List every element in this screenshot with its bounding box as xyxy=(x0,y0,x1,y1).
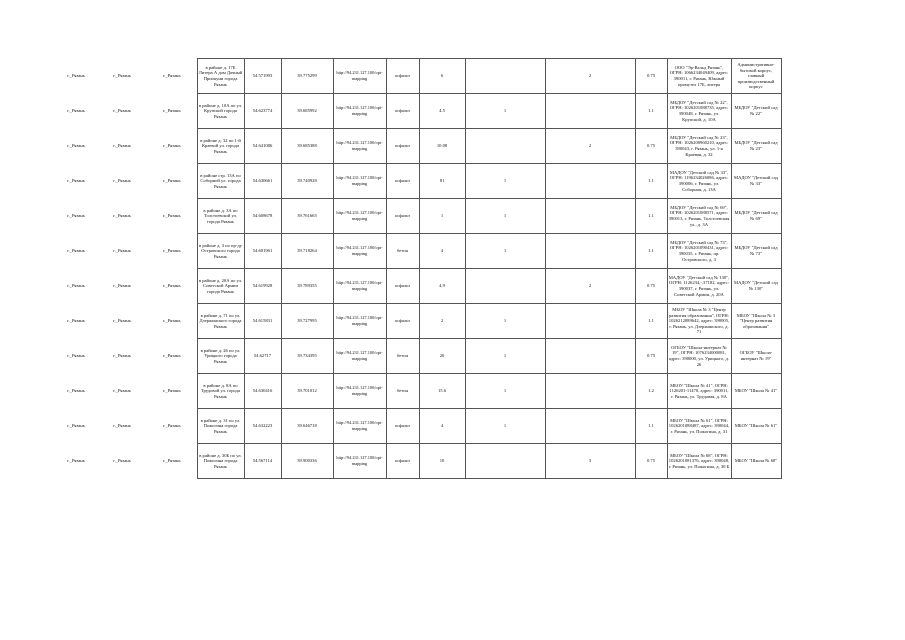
cell-map-link: http://94.231.127.100/opt-mapping xyxy=(333,164,386,199)
cell-container-count-a xyxy=(465,59,545,94)
cell-latitude: 54.608678 xyxy=(244,199,281,234)
cell-container-count-a xyxy=(465,444,545,479)
cell-area: 6 xyxy=(419,59,465,94)
cell-latitude: 54.615831 xyxy=(244,304,281,339)
cell-surface-type: асфальт xyxy=(386,94,419,129)
cell-owner-details: МАДОУ "Детский сад № 33", ОГРН: 1196234026086, адрес: 390006, г. Рязань, ул. Соборная, д. 13А xyxy=(667,164,731,199)
cell-surface-type: бетон xyxy=(386,234,419,269)
cell-locality: г._Рязань xyxy=(162,108,181,114)
cell-container-count-b xyxy=(545,409,635,444)
cell-longitude: 39.775299 xyxy=(281,59,333,94)
cell-container-volume: 0.75 xyxy=(635,269,667,304)
table-row xyxy=(55,444,781,479)
cell-area: 15.6 xyxy=(419,374,465,409)
cell-container-count-a xyxy=(465,129,545,164)
cell-owner-details: МБОУ "Школа № 68", ОГРН: 1026201081376, адрес: 390048, г. Рязань, ул. Пожогина, д. 30 Б xyxy=(667,444,731,479)
cell-settlement: г._Рязань xyxy=(113,178,131,184)
cell-longitude: 39.701012 xyxy=(281,374,333,409)
cell-surface-type: асфальт xyxy=(386,409,419,444)
cell-container-count-b xyxy=(545,374,635,409)
cell-container-count-b xyxy=(545,94,635,129)
cell-surface-type: асфальт xyxy=(386,59,419,94)
cell-municipality: г._Рязань xyxy=(67,283,85,289)
cell-map-link: http://94.231.127.100/opt-mapping xyxy=(333,304,386,339)
cell-container-count-a: 1 xyxy=(465,199,545,234)
cell-latitude: 54.571993 xyxy=(244,59,281,94)
cell-map-link: http://94.231.127.100/opt-mapping xyxy=(333,94,386,129)
cell-container-count-b xyxy=(545,304,635,339)
cell-container-volume: 1.1 xyxy=(635,199,667,234)
cell-latitude: 54.623774 xyxy=(244,94,281,129)
cell-map-link: http://94.231.127.100/opt-mapping xyxy=(333,234,386,269)
cell-longitude: 39.734395 xyxy=(281,339,333,374)
cell-address: в районе д. 3А по Толстоевской ул. города Рязань xyxy=(197,199,244,234)
cell-map-link: http://94.231.127.100/opt-mapping xyxy=(333,199,386,234)
cell-container-count-b: 2 xyxy=(545,269,635,304)
container-sites-table xyxy=(55,58,782,479)
cell-latitude: 54.62717 xyxy=(244,339,281,374)
cell-longitude: 39.789355 xyxy=(281,269,333,304)
table-row xyxy=(55,409,781,444)
cell-waste-source: МАДОУ "Детский сад № 130" xyxy=(731,269,781,304)
cell-municipality: г._Рязань xyxy=(67,213,85,219)
cell-container-count-a: 1 xyxy=(465,234,545,269)
table-row xyxy=(55,129,781,164)
cell-area: 81 xyxy=(419,164,465,199)
cell-municipality: г._Рязань xyxy=(67,108,85,114)
cell-surface-type: бетон xyxy=(386,374,419,409)
cell-address: в районе д. 30Б по ул. Пожогина города Рязань xyxy=(197,444,244,479)
cell-waste-source: МБДОУ "Детский сад № 22" xyxy=(731,94,781,129)
cell-container-count-b xyxy=(545,234,635,269)
cell-owner-details: МБОУ "Школа № 41", ОГРН: 1126201-11470, адрес: 390011, г. Рязань, ул. Трудовая, д. 8А xyxy=(667,374,731,409)
cell-container-volume: 0.75 xyxy=(635,59,667,94)
cell-waste-source: ОГБОУ "Школа-интернат № 19" xyxy=(731,339,781,374)
cell-longitude: 39.718264 xyxy=(281,234,333,269)
cell-municipality: г._Рязань xyxy=(67,353,85,359)
cell-surface-type: асфальт xyxy=(386,269,419,304)
cell-waste-source: МБОУ "Школа № 68" xyxy=(731,444,781,479)
cell-settlement: г._Рязань xyxy=(113,353,131,359)
cell-container-volume: 1.1 xyxy=(635,234,667,269)
cell-owner-details: МБОУ "Школа № 3 "Центр развития образования", ОГРН: 1026212089642, адрес: 390005, г. Рязань, ул. Дзержинского, д. 71 xyxy=(667,304,731,339)
cell-area: 4 xyxy=(419,234,465,269)
cell-longitude: 39.761665 xyxy=(281,199,333,234)
cell-locality: г._Рязань xyxy=(162,318,181,324)
cell-waste-source: МБОУ "Школа № 41" xyxy=(731,374,781,409)
cell-waste-source: МБОУ "Школа № 61" xyxy=(731,409,781,444)
cell-locality: г._Рязань xyxy=(162,248,181,254)
cell-owner-details: МБДОУ "Детский сад № 23", ОГРН: 1026200960210, адрес: 390043, г. Рязань, ул. 1-я Краевая, д. 32 xyxy=(667,129,731,164)
table-row xyxy=(55,199,781,234)
cell-locality: г._Рязань xyxy=(162,73,181,79)
cell-area: 1 xyxy=(419,199,465,234)
cell-surface-type: бетон xyxy=(386,339,419,374)
cell-container-volume: 0.75 xyxy=(635,129,667,164)
cell-waste-source: Административно-бытовой корпус, главный производственный корпус xyxy=(731,59,781,94)
table-row xyxy=(55,374,781,409)
cell-map-link: http://94.231.127.100/opt-mapping xyxy=(333,59,386,94)
cell-container-volume: 1.2 xyxy=(635,374,667,409)
cell-latitude: 54.632223 xyxy=(244,409,281,444)
cell-municipality: г._Рязань xyxy=(67,423,85,429)
cell-container-volume: 1.1 xyxy=(635,304,667,339)
cell-longitude: 39.685992 xyxy=(281,94,333,129)
cell-longitude: 39.727995 xyxy=(281,304,333,339)
cell-container-count-a: 1 xyxy=(465,304,545,339)
table-row xyxy=(55,269,781,304)
cell-municipality: г._Рязань xyxy=(67,178,85,184)
cell-address: в районе д. 31 по ул. Пожогина города Рязань xyxy=(197,409,244,444)
cell-container-count-a: 1 xyxy=(465,339,545,374)
cell-container-count-a: 1 xyxy=(465,409,545,444)
cell-container-volume: 0.75 xyxy=(635,444,667,479)
cell-settlement: г._Рязань xyxy=(113,458,131,464)
cell-address: в районе д. 26 по ул. Урицкого города Рязань xyxy=(197,339,244,374)
cell-municipality: г._Рязань xyxy=(67,143,85,149)
cell-owner-details: ОГБОУ "Школа-интернат № 19", ОГРН: 1076234000081, адрес: 390000, ул. Урицкого, д. 26 xyxy=(667,339,731,374)
cell-address: в районе д. 32 по 1-й Краевой ул. города Рязань xyxy=(197,129,244,164)
cell-surface-type: асфальт xyxy=(386,444,419,479)
cell-container-count-b xyxy=(545,164,635,199)
cell-surface-type: асфальт xyxy=(386,129,419,164)
cell-address: в районе стр. 13А по Соборной ул. города Рязань xyxy=(197,164,244,199)
cell-area: 10 xyxy=(419,444,465,479)
cell-owner-details: ООО "Эр-Вальд Рязань", ОГРН: 1066234049409, адрес: 390011, г. Рязань, Южный промузел 17Б, литера xyxy=(667,59,731,94)
cell-area: 2 xyxy=(419,304,465,339)
cell-address: в районе д. 71 по ул. Дзержинского города Рязань xyxy=(197,304,244,339)
cell-owner-details: МАДОУ "Детский сад № 130", ОГРН: 1126234,-,37182, адрес: 390037, г. Рязань, ул. Советской Армии, д. 20А xyxy=(667,269,731,304)
cell-address: в районе д. 8А по Трудовой ул. города Рязань xyxy=(197,374,244,409)
cell-municipality: г._Рязань xyxy=(67,248,85,254)
cell-container-volume: 1.1 xyxy=(635,164,667,199)
cell-longitude: 39.646718 xyxy=(281,409,333,444)
cell-municipality: г._Рязань xyxy=(67,73,85,79)
cell-longitude: 39.740928 xyxy=(281,164,333,199)
cell-locality: г._Рязань xyxy=(162,283,181,289)
cell-address: в районе д. 3 по пр-ду Островского города Рязань xyxy=(197,234,244,269)
cell-address: в районе д. 17Б Литера А дом Дачный Приокуни города Рязань xyxy=(197,59,244,94)
table-row xyxy=(55,339,781,374)
cell-locality: г._Рязань xyxy=(162,423,181,429)
table-row xyxy=(55,59,781,94)
cell-locality: г._Рязань xyxy=(162,388,181,394)
cell-longitude: 39.900336 xyxy=(281,444,333,479)
cell-owner-details: МБДОУ "Детский сад № 22", ОГРН: 1026201088735, адрес: 390048, г. Рязань, ул. Крупской, д. 10А xyxy=(667,94,731,129)
cell-container-count-b xyxy=(545,339,635,374)
cell-settlement: г._Рязань xyxy=(113,248,131,254)
cell-waste-source: МБОУ "Школа № 3 "Центр развития образования" xyxy=(731,304,781,339)
cell-area: 4.5 xyxy=(419,94,465,129)
cell-owner-details: МБДОУ "Детский сад № 69", ОГРН: 1026201088571, адрес: 390013, г. Рязань, Толстоевская ул., д. 3А xyxy=(667,199,731,234)
cell-surface-type: асфальт xyxy=(386,164,419,199)
cell-latitude: 54.641086 xyxy=(244,129,281,164)
table-row xyxy=(55,304,781,339)
cell-waste-source: МБДОУ "Детский сад № 73" xyxy=(731,234,781,269)
cell-settlement: г._Рязань xyxy=(113,213,131,219)
cell-waste-source: МБДОУ "Детский сад № 23" xyxy=(731,129,781,164)
cell-latitude: 54.630661 xyxy=(244,164,281,199)
table-row xyxy=(55,94,781,129)
cell-map-link: http://94.231.127.100/opt-mapping xyxy=(333,339,386,374)
cell-container-count-a xyxy=(465,269,545,304)
cell-address: в районе д. 10А по ул. Крупской города Рязань xyxy=(197,94,244,129)
cell-locality: г._Рязань xyxy=(162,353,181,359)
cell-settlement: г._Рязань xyxy=(113,318,131,324)
cell-waste-source: МАДОУ "Детский сад № 33" xyxy=(731,164,781,199)
cell-settlement: г._Рязань xyxy=(113,143,131,149)
cell-container-count-b: 2 xyxy=(545,129,635,164)
cell-map-link: http://94.231.127.100/opt-mapping xyxy=(333,269,386,304)
cell-latitude: 54.630416 xyxy=(244,374,281,409)
table-row xyxy=(55,164,781,199)
cell-locality: г._Рязань xyxy=(162,458,181,464)
cell-area: 4 xyxy=(419,409,465,444)
cell-container-count-b xyxy=(545,199,635,234)
cell-area: 10.08 xyxy=(419,129,465,164)
cell-container-count-a: 1 xyxy=(465,164,545,199)
cell-container-count-b: 2 xyxy=(545,59,635,94)
cell-surface-type: асфальт xyxy=(386,304,419,339)
cell-map-link: http://94.231.127.100/opt-mapping xyxy=(333,444,386,479)
cell-area: 4.9 xyxy=(419,269,465,304)
table-row xyxy=(55,234,781,269)
cell-municipality: г._Рязань xyxy=(67,388,85,394)
cell-container-volume: 1.1 xyxy=(635,94,667,129)
cell-latitude: 54.601961 xyxy=(244,234,281,269)
cell-address: в районе д. 20А по ул. Советской Армии города Рязань xyxy=(197,269,244,304)
cell-longitude: 39.685388 xyxy=(281,129,333,164)
cell-settlement: г._Рязань xyxy=(113,423,131,429)
cell-map-link: http://94.231.127.100/opt-mapping xyxy=(333,129,386,164)
cell-municipality: г._Рязань xyxy=(67,318,85,324)
cell-owner-details: МБОУ "Школа № 61", ОГРН: 1026201088487, адрес: 390044, г. Рязань, ул. Пожогина, д. 31 xyxy=(667,409,731,444)
cell-map-link: http://94.231.127.100/opt-mapping xyxy=(333,409,386,444)
cell-settlement: г._Рязань xyxy=(113,73,131,79)
cell-waste-source: МБДОУ "Детский сад № 69" xyxy=(731,199,781,234)
cell-container-count-a: 1 xyxy=(465,94,545,129)
cell-owner-details: МБДОУ "Детский сад № 73", ОГРН: 1026201090431, адрес: 390035, г. Рязань, пр. Островского, д. 3 xyxy=(667,234,731,269)
cell-locality: г._Рязань xyxy=(162,143,181,149)
cell-locality: г._Рязань xyxy=(162,213,181,219)
cell-settlement: г._Рязань xyxy=(113,388,131,394)
cell-map-link: http://94.231.127.100/opt-mapping xyxy=(333,374,386,409)
cell-container-count-a: 1 xyxy=(465,374,545,409)
cell-container-count-b: 3 xyxy=(545,444,635,479)
cell-area: 20 xyxy=(419,339,465,374)
cell-settlement: г._Рязань xyxy=(113,108,131,114)
cell-locality: г._Рязань xyxy=(162,178,181,184)
cell-latitude: 54.567114 xyxy=(244,444,281,479)
cell-municipality: г._Рязань xyxy=(67,458,85,464)
cell-container-volume: 0.75 xyxy=(635,339,667,374)
cell-settlement: г._Рязань xyxy=(113,283,131,289)
cell-latitude: 54.619928 xyxy=(244,269,281,304)
cell-surface-type: асфальт xyxy=(386,199,419,234)
cell-container-volume: 1.1 xyxy=(635,409,667,444)
